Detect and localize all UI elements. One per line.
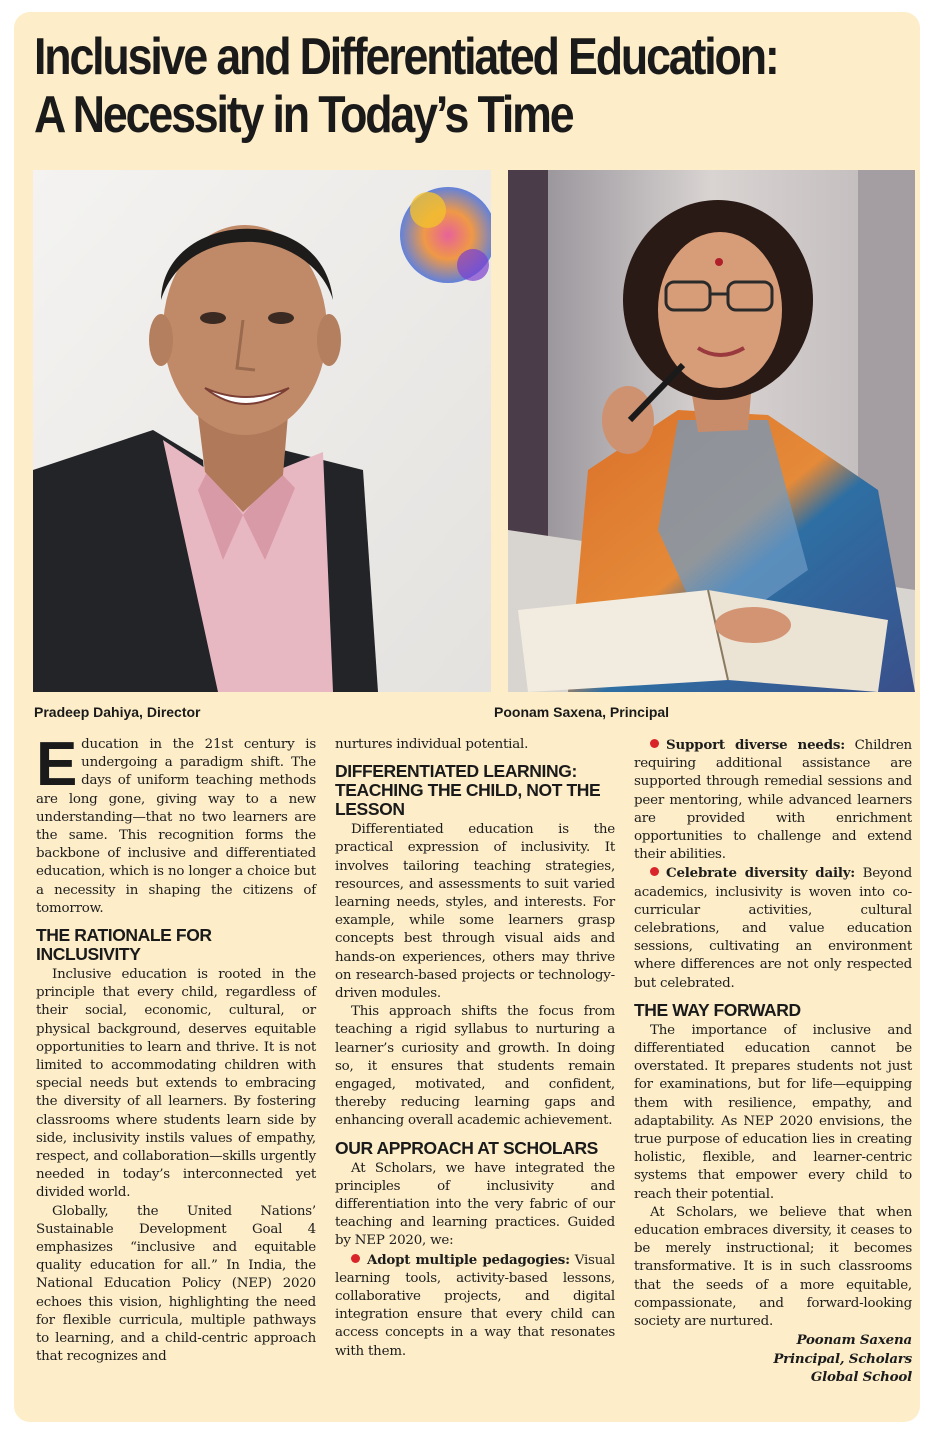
bullet-item: Celebrate diversity daily: Beyond academics, inclusivity is woven into co-curricular activities, cultural celebrations, and value education sessions, cultivating an environment where differences are not only respected but celebrated.	[634, 865, 912, 991]
article-column-3	[634, 736, 912, 1386]
heading-way-forward: THE WAY FORWARD	[634, 999, 801, 1020]
article-column-1	[36, 730, 316, 1367]
bullet-dot-icon	[650, 739, 659, 748]
newspaper-page	[14, 12, 920, 1422]
bullet-dot-icon	[351, 1254, 360, 1263]
signature-name: Poonam Saxena	[796, 1332, 912, 1349]
bullet-dot-icon	[650, 867, 659, 876]
director-photo	[33, 170, 491, 692]
bullet-item: Adopt multiple pedagogies: Visual learning tools, activity-based lessons, collaborative projects, and digital integration ensure that every child can access concepts in a way that resonates with them.	[335, 1251, 615, 1359]
heading-rationale: THE RATIONALE FOR INCLUSIVITY	[36, 925, 212, 965]
approach-paragraph: At Scholars, we have integrated the principles of inclusivity and differentiation into the very fabric of our teaching and learning practices. Guided by NEP 2020, we:	[335, 1160, 615, 1249]
rationale-paragraph-2-continued: nurtures individual potential.	[335, 737, 529, 752]
drop-cap: E	[36, 730, 78, 799]
forward-paragraph-1: The importance of inclusive and differentiated education cannot be overstated. It prepares students not just for examinations, but for life—equipping them with resilience, empathy, and adaptability. As NEP 2020 envisions, the true purpose of education lies in creating holistic, flexible, and learner-centric systems that empower every child to reach their potential.	[634, 1022, 912, 1202]
headline	[34, 28, 782, 144]
differentiated-paragraph-1: Differentiated education is the practical expression of inclusivity. It involves tailoring teaching strategies, resources, and assessments to suit varied learning needs, styles, and interests. For example, while some learners grasp concepts best through visual aids and hands-on experiences, others may thrive on research-based projects or technology-driven modules.	[335, 822, 615, 1002]
principal-photo	[508, 170, 915, 692]
heading-differentiated: DIFFERENTIATED LEARNING: TEACHING THE CHILD, NOT THE LESSON	[335, 761, 601, 820]
article-column-2	[335, 736, 615, 1361]
forward-paragraph-2: At Scholars, we believe that when education embraces diversity, it ceases to be merely instructional; it becomes transformative. It is in such classrooms that the seeds of a more equitable, compassionate, and forward-looking society are nurtured.	[634, 1204, 912, 1330]
headline-line-1: Inclusive and Differentiated Education:	[34, 28, 778, 86]
rationale-paragraph-1: Inclusive education is rooted in the principle that every child, regardless of their social, economic, cultural, or physical background, deserves equitable opportunities to learn and thrive. It is not limited to accommodating children with special needs but extends to embracing the diversity of all learners. By fostering classrooms where students learn side by side, inclusivity instils values of empathy, respect, and collaboration—skills urgently needed in today’s interconnected yet divided world.	[36, 967, 316, 1201]
director-caption: Pradeep Dahiya, Director	[34, 704, 201, 720]
principal-caption: Poonam Saxena, Principal	[494, 704, 670, 720]
intro-paragraph: Education in the 21st century is undergoing a paradigm shift. The days of uniform teaching methods are long gone, giving way to a new understanding—that no two learners are the same. This recognition forms the backbone of inclusive and differentiated education, which is no longer a choice but a necessity in shaping the citizens of tomorrow.	[36, 730, 316, 916]
signature-org: Global School	[810, 1368, 912, 1385]
headline-line-2: A Necessity in Today’s Time	[34, 86, 573, 144]
signature-title: Principal, Scholars	[773, 1350, 912, 1367]
heading-approach: OUR APPROACH AT SCHOLARS	[335, 1137, 598, 1158]
bullet-item: Support diverse needs: Children requiring additional assistance are supported through remedial sessions and peer mentoring, while advanced learners are provided with enrichment opportunities to challenge and extend their abilities.	[634, 737, 912, 863]
rationale-paragraph-2: Globally, the United Nations’ Sustainable Development Goal 4 emphasizes “inclusive and equitable quality education for all.” In India, the National Education Policy (NEP) 2020 echoes this vision, highlighting the need for flexible curricula, multiple pathways to learning, and a child-centric approach that recognizes and	[36, 1203, 316, 1365]
differentiated-paragraph-2: This approach shifts the focus from teaching a rigid syllabus to nurturing a learner’s curiosity and growth. In doing so, it ensures that students remain engaged, motivated, and confident, thereby reducing learning gaps and enhancing overall academic achievement.	[335, 1004, 615, 1129]
